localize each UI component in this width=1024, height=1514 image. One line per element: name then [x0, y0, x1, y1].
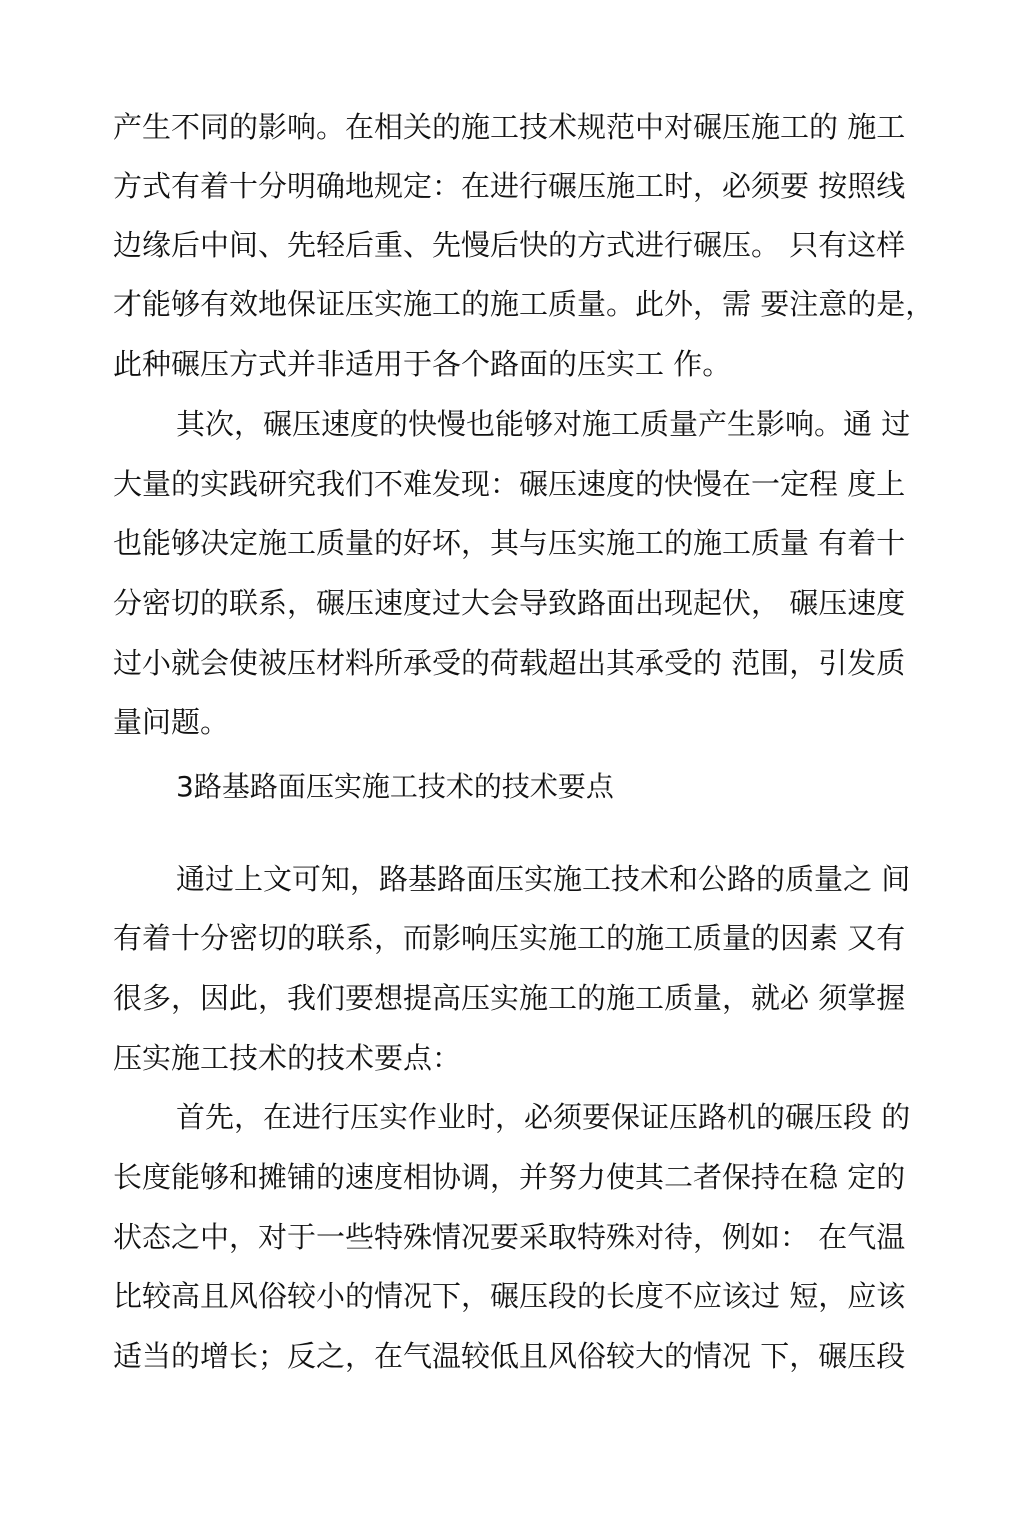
text-line: 有着十分密切的联系，而影响压实施工的施工质量的因素 又有 — [113, 921, 906, 955]
text-line: 产生不同的影响。在相关的施工技术规范中对碾压施工的 施工 — [113, 110, 906, 144]
text-line: 边缘后中间、先轻后重、先慢后快的方式进行碾压。 只有这样 — [113, 228, 906, 262]
text-line: 大量的实践研究我们不难发现：碾压速度的快慢在一定程 度上 — [113, 467, 906, 501]
text-line: 压实施工技术的技术要点： — [113, 1041, 462, 1075]
text-line: 状态之中，对于一些特殊情况要采取特殊对待，例如： 在气温 — [113, 1220, 906, 1254]
text-line: 此种碾压方式并非适用于各个路面的压实工 作。 — [113, 347, 732, 381]
section-heading: 3路基路面压实施工技术的技术要点 — [176, 770, 614, 803]
text-line: 量问题。 — [113, 705, 230, 739]
text-line: 长度能够和摊铺的速度相协调，并努力使其二者保持在稳 定的 — [113, 1160, 906, 1194]
text-line: 很多，因此，我们要想提高压实施工的施工质量，就必 须掌握 — [113, 981, 906, 1015]
text-line: 比较高且风俗较小的情况下，碾压段的长度不应该过 短，应该 — [113, 1279, 906, 1313]
text-line: 也能够决定施工质量的好坏，其与压实施工的施工质量 有着十 — [113, 526, 906, 560]
paragraph-first-line: 首先，在进行压实作业时，必须要保证压路机的碾压段 的 — [176, 1100, 911, 1134]
text-line: 过小就会使被压材料所承受的荷载超出其承受的 范围，引发质 — [113, 646, 906, 680]
paragraph-first-line: 其次，碾压速度的快慢也能够对施工质量产生影响。通 过 — [176, 407, 911, 441]
text-line: 适当的增长；反之，在气温较低且风俗较大的情况 下，碾压段 — [113, 1339, 906, 1373]
text-line: 才能够有效地保证压实施工的施工质量。此外，需 要注意的是， — [113, 287, 935, 321]
text-line: 分密切的联系，碾压速度过大会导致路面出现起伏， 碾压速度 — [113, 586, 906, 620]
text-line: 方式有着十分明确地规定：在进行碾压施工时，必须要 按照线 — [113, 169, 906, 203]
paragraph-first-line: 通过上文可知，路基路面压实施工技术和公路的质量之 间 — [176, 862, 911, 896]
